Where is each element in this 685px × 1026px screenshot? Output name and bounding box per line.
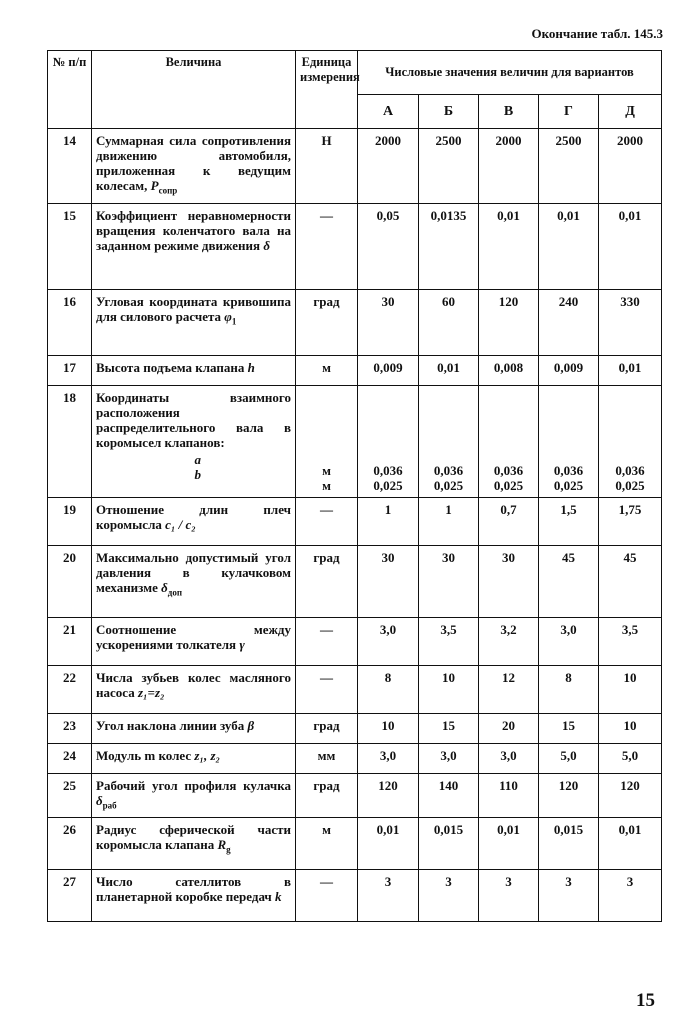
value-cell: 5,0 <box>599 743 662 773</box>
row-unit: м <box>296 355 358 385</box>
value-cell: 140 <box>419 773 479 818</box>
value-cell <box>419 385 479 497</box>
row-number: 14 <box>48 129 92 204</box>
row-number: 25 <box>48 773 92 818</box>
sub-value: 0,025 <box>615 477 645 493</box>
header-values: Числовые значения величин для вариантов <box>358 51 662 95</box>
value-cell: 0,01 <box>539 203 599 289</box>
value-cell: 3 <box>539 870 599 922</box>
row-number: 20 <box>48 545 92 617</box>
value-cell: 2500 <box>419 129 479 204</box>
row-unit: — <box>296 497 358 545</box>
quantity-name: Максимально допустимый угол давления в кулачковом механизме <box>96 549 291 595</box>
quantity-name: Числа зубьев колес масляного насоса <box>96 669 291 700</box>
sub-value: 0,036 <box>373 462 403 478</box>
row-unit: — <box>296 617 358 665</box>
row-unit: град <box>296 773 358 818</box>
quantity-name: Рабочий угол профиля кулачка <box>96 777 291 793</box>
sub-value: 0,036 <box>493 462 524 478</box>
value-cell: 3,2 <box>479 617 539 665</box>
value-cell: 120 <box>539 773 599 818</box>
header-unit: Единица измерения <box>296 51 358 129</box>
row-quantity <box>92 773 296 818</box>
table-row <box>48 713 662 743</box>
row-number: 27 <box>48 870 92 922</box>
value-cell: 0,0135 <box>419 203 479 289</box>
table-row <box>48 203 662 289</box>
quantity-symbol-subscript: g <box>226 844 231 855</box>
header-variant: Б <box>419 95 479 129</box>
table-row <box>48 665 662 713</box>
row-quantity <box>92 665 296 713</box>
value-cell: 0,009 <box>539 355 599 385</box>
value-cell: 10 <box>419 665 479 713</box>
row-quantity <box>92 743 296 773</box>
row-unit: град <box>296 713 358 743</box>
row-quantity <box>92 203 296 289</box>
value-cell: 240 <box>539 289 599 355</box>
quantity-symbol: β <box>247 717 255 733</box>
quantity-symbol-subscript: доп <box>167 587 183 598</box>
value-cell: 3 <box>479 870 539 922</box>
quantity-name: Радиус сферической части коромысла клапана <box>96 822 291 853</box>
header-name: Величина <box>92 51 296 129</box>
sub-value: 0,025 <box>553 477 584 493</box>
sub-unit: м <box>322 477 331 493</box>
value-cell: 10 <box>599 665 662 713</box>
value-cell: 8 <box>358 665 419 713</box>
quantity-symbol-subscript: сопр <box>158 185 178 196</box>
value-cell: 3 <box>599 870 662 922</box>
value-cell: 2000 <box>599 129 662 204</box>
row-number: 16 <box>48 289 92 355</box>
row-unit: — <box>296 870 358 922</box>
row-unit: м <box>296 818 358 870</box>
value-cell: 15 <box>419 713 479 743</box>
row-unit: мм <box>296 743 358 773</box>
table-row <box>48 385 662 497</box>
value-cell: 1,75 <box>599 497 662 545</box>
value-cell: 3,0 <box>419 743 479 773</box>
value-cell: 1 <box>419 497 479 545</box>
value-cell: 1,5 <box>539 497 599 545</box>
value-cell: 20 <box>479 713 539 743</box>
value-cell: 1 <box>358 497 419 545</box>
value-cell: 120 <box>479 289 539 355</box>
row-unit: — <box>296 203 358 289</box>
table-row <box>48 818 662 870</box>
header-variant: А <box>358 95 419 129</box>
value-cell: 2000 <box>358 129 419 204</box>
value-cell: 0,01 <box>479 818 539 870</box>
sub-value: 0,025 <box>433 477 464 493</box>
quantity-symbol: c₁ / c₂ <box>165 516 196 532</box>
value-cell: 0,7 <box>479 497 539 545</box>
value-cell: 60 <box>419 289 479 355</box>
value-cell: 15 <box>539 713 599 743</box>
value-cell <box>358 385 419 497</box>
row-quantity <box>92 617 296 665</box>
row-quantity <box>92 129 296 204</box>
sub-value: 0,025 <box>493 477 524 493</box>
value-cell: 2500 <box>539 129 599 204</box>
value-cell: 5,0 <box>539 743 599 773</box>
row-unit <box>296 385 358 497</box>
row-number: 23 <box>48 713 92 743</box>
value-cell: 45 <box>599 545 662 617</box>
value-cell: 0,008 <box>479 355 539 385</box>
row-number: 17 <box>48 355 92 385</box>
header-variant: Д <box>599 95 662 129</box>
quantity-symbol: k <box>275 889 282 905</box>
table-row <box>48 545 662 617</box>
quantity-symbol: z₁=z₂ <box>137 684 165 700</box>
value-cell: 3,5 <box>599 617 662 665</box>
row-number: 24 <box>48 743 92 773</box>
value-cell: 0,01 <box>599 355 662 385</box>
value-cell: 3,0 <box>479 743 539 773</box>
value-cell: 10 <box>358 713 419 743</box>
quantity-symbol: δ <box>96 792 103 808</box>
header-num: № п/п <box>48 51 92 129</box>
row-number: 15 <box>48 203 92 289</box>
value-cell: 3,5 <box>419 617 479 665</box>
row-quantity <box>92 385 296 497</box>
row-quantity <box>92 713 296 743</box>
quantity-name: Коэффициент неравномерности вращения коленчатого вала на заданном режиме движения <box>96 207 291 253</box>
quantity-name: Высота подъема клапана <box>96 359 245 375</box>
quantity-name: Координаты взаимного расположения распределительного вала в коромысел клапанов: <box>96 389 291 450</box>
quantity-name: Отношение длин плеч коромысла <box>96 501 291 532</box>
table-row <box>48 743 662 773</box>
row-unit: Н <box>296 129 358 204</box>
header-variant: Г <box>539 95 599 129</box>
quantity-symbol: z₁, z₂ <box>194 747 221 763</box>
value-cell: 110 <box>479 773 539 818</box>
row-quantity <box>92 818 296 870</box>
row-unit: град <box>296 545 358 617</box>
row-number: 26 <box>48 818 92 870</box>
table-row <box>48 870 662 922</box>
quantity-symbol: h <box>247 359 255 375</box>
value-cell: 0,01 <box>479 203 539 289</box>
quantity-symbol: φ <box>224 308 232 324</box>
row-unit: — <box>296 665 358 713</box>
value-cell: 30 <box>419 545 479 617</box>
table-row <box>48 497 662 545</box>
sub-value: 0,036 <box>553 462 584 478</box>
row-number: 18 <box>48 385 92 497</box>
row-unit: град <box>296 289 358 355</box>
value-cell: 0,01 <box>599 203 662 289</box>
quantity-symbol: δ <box>161 579 168 595</box>
table-caption: Окончание табл. 145.3 <box>531 26 663 41</box>
table-row <box>48 355 662 385</box>
row-quantity <box>92 545 296 617</box>
row-quantity <box>92 497 296 545</box>
table-row <box>48 289 662 355</box>
quantity-name: Число сателлитов в планетарной коробке передач <box>96 874 291 905</box>
quantity-symbol-subscript: раб <box>102 800 117 811</box>
quantity-name: Суммарная сила сопротивления движению автомобиля, приложенная к ведущим колесам, <box>96 133 291 193</box>
quantity-symbol-subscript: 1 <box>231 316 237 327</box>
value-cell: 3,0 <box>358 743 419 773</box>
quantity-name: Угловая координата кривошипа для силового расчета <box>96 293 291 324</box>
value-cell: 30 <box>479 545 539 617</box>
value-cell: 2000 <box>479 129 539 204</box>
value-cell: 120 <box>599 773 662 818</box>
quantity-name: Соотношение между ускорениями толкателя <box>96 621 291 652</box>
header-variant: В <box>479 95 539 129</box>
value-cell: 0,015 <box>539 818 599 870</box>
sub-unit: м <box>322 462 331 478</box>
sub-value: 0,025 <box>373 477 403 493</box>
row-number: 19 <box>48 497 92 545</box>
value-cell <box>599 385 662 497</box>
table-row <box>48 617 662 665</box>
quantity-symbol: γ <box>239 636 245 652</box>
value-cell: 0,05 <box>358 203 419 289</box>
value-cell: 10 <box>599 713 662 743</box>
value-cell: 0,009 <box>358 355 419 385</box>
sub-variable-label: b <box>194 466 201 482</box>
value-cell: 30 <box>358 545 419 617</box>
row-quantity <box>92 289 296 355</box>
value-cell: 0,01 <box>419 355 479 385</box>
page-number: 15 <box>636 990 655 1011</box>
quantity-symbol: R <box>217 837 227 853</box>
quantity-symbol: P <box>150 178 159 193</box>
sub-variable-label: a <box>194 451 201 467</box>
value-cell: 120 <box>358 773 419 818</box>
row-number: 21 <box>48 617 92 665</box>
value-cell <box>479 385 539 497</box>
value-cell: 0,01 <box>599 818 662 870</box>
value-cell: 330 <box>599 289 662 355</box>
table-row <box>48 773 662 818</box>
value-cell: 3,0 <box>539 617 599 665</box>
data-table <box>47 50 662 922</box>
value-cell: 3 <box>358 870 419 922</box>
value-cell: 0,01 <box>358 818 419 870</box>
value-cell: 8 <box>539 665 599 713</box>
value-cell: 12 <box>479 665 539 713</box>
row-number: 22 <box>48 665 92 713</box>
value-cell: 0,015 <box>419 818 479 870</box>
row-quantity <box>92 870 296 922</box>
value-cell: 3 <box>419 870 479 922</box>
value-cell: 30 <box>358 289 419 355</box>
sub-value: 0,036 <box>433 462 464 478</box>
value-cell: 45 <box>539 545 599 617</box>
table-row <box>48 129 662 204</box>
quantity-name: Угол наклона линии зуба <box>96 717 245 733</box>
sub-value: 0,036 <box>615 462 645 478</box>
value-cell: 3,0 <box>358 617 419 665</box>
quantity-name: Модуль m колес <box>96 747 192 763</box>
value-cell <box>539 385 599 497</box>
row-quantity <box>92 355 296 385</box>
quantity-symbol: δ <box>263 237 270 253</box>
